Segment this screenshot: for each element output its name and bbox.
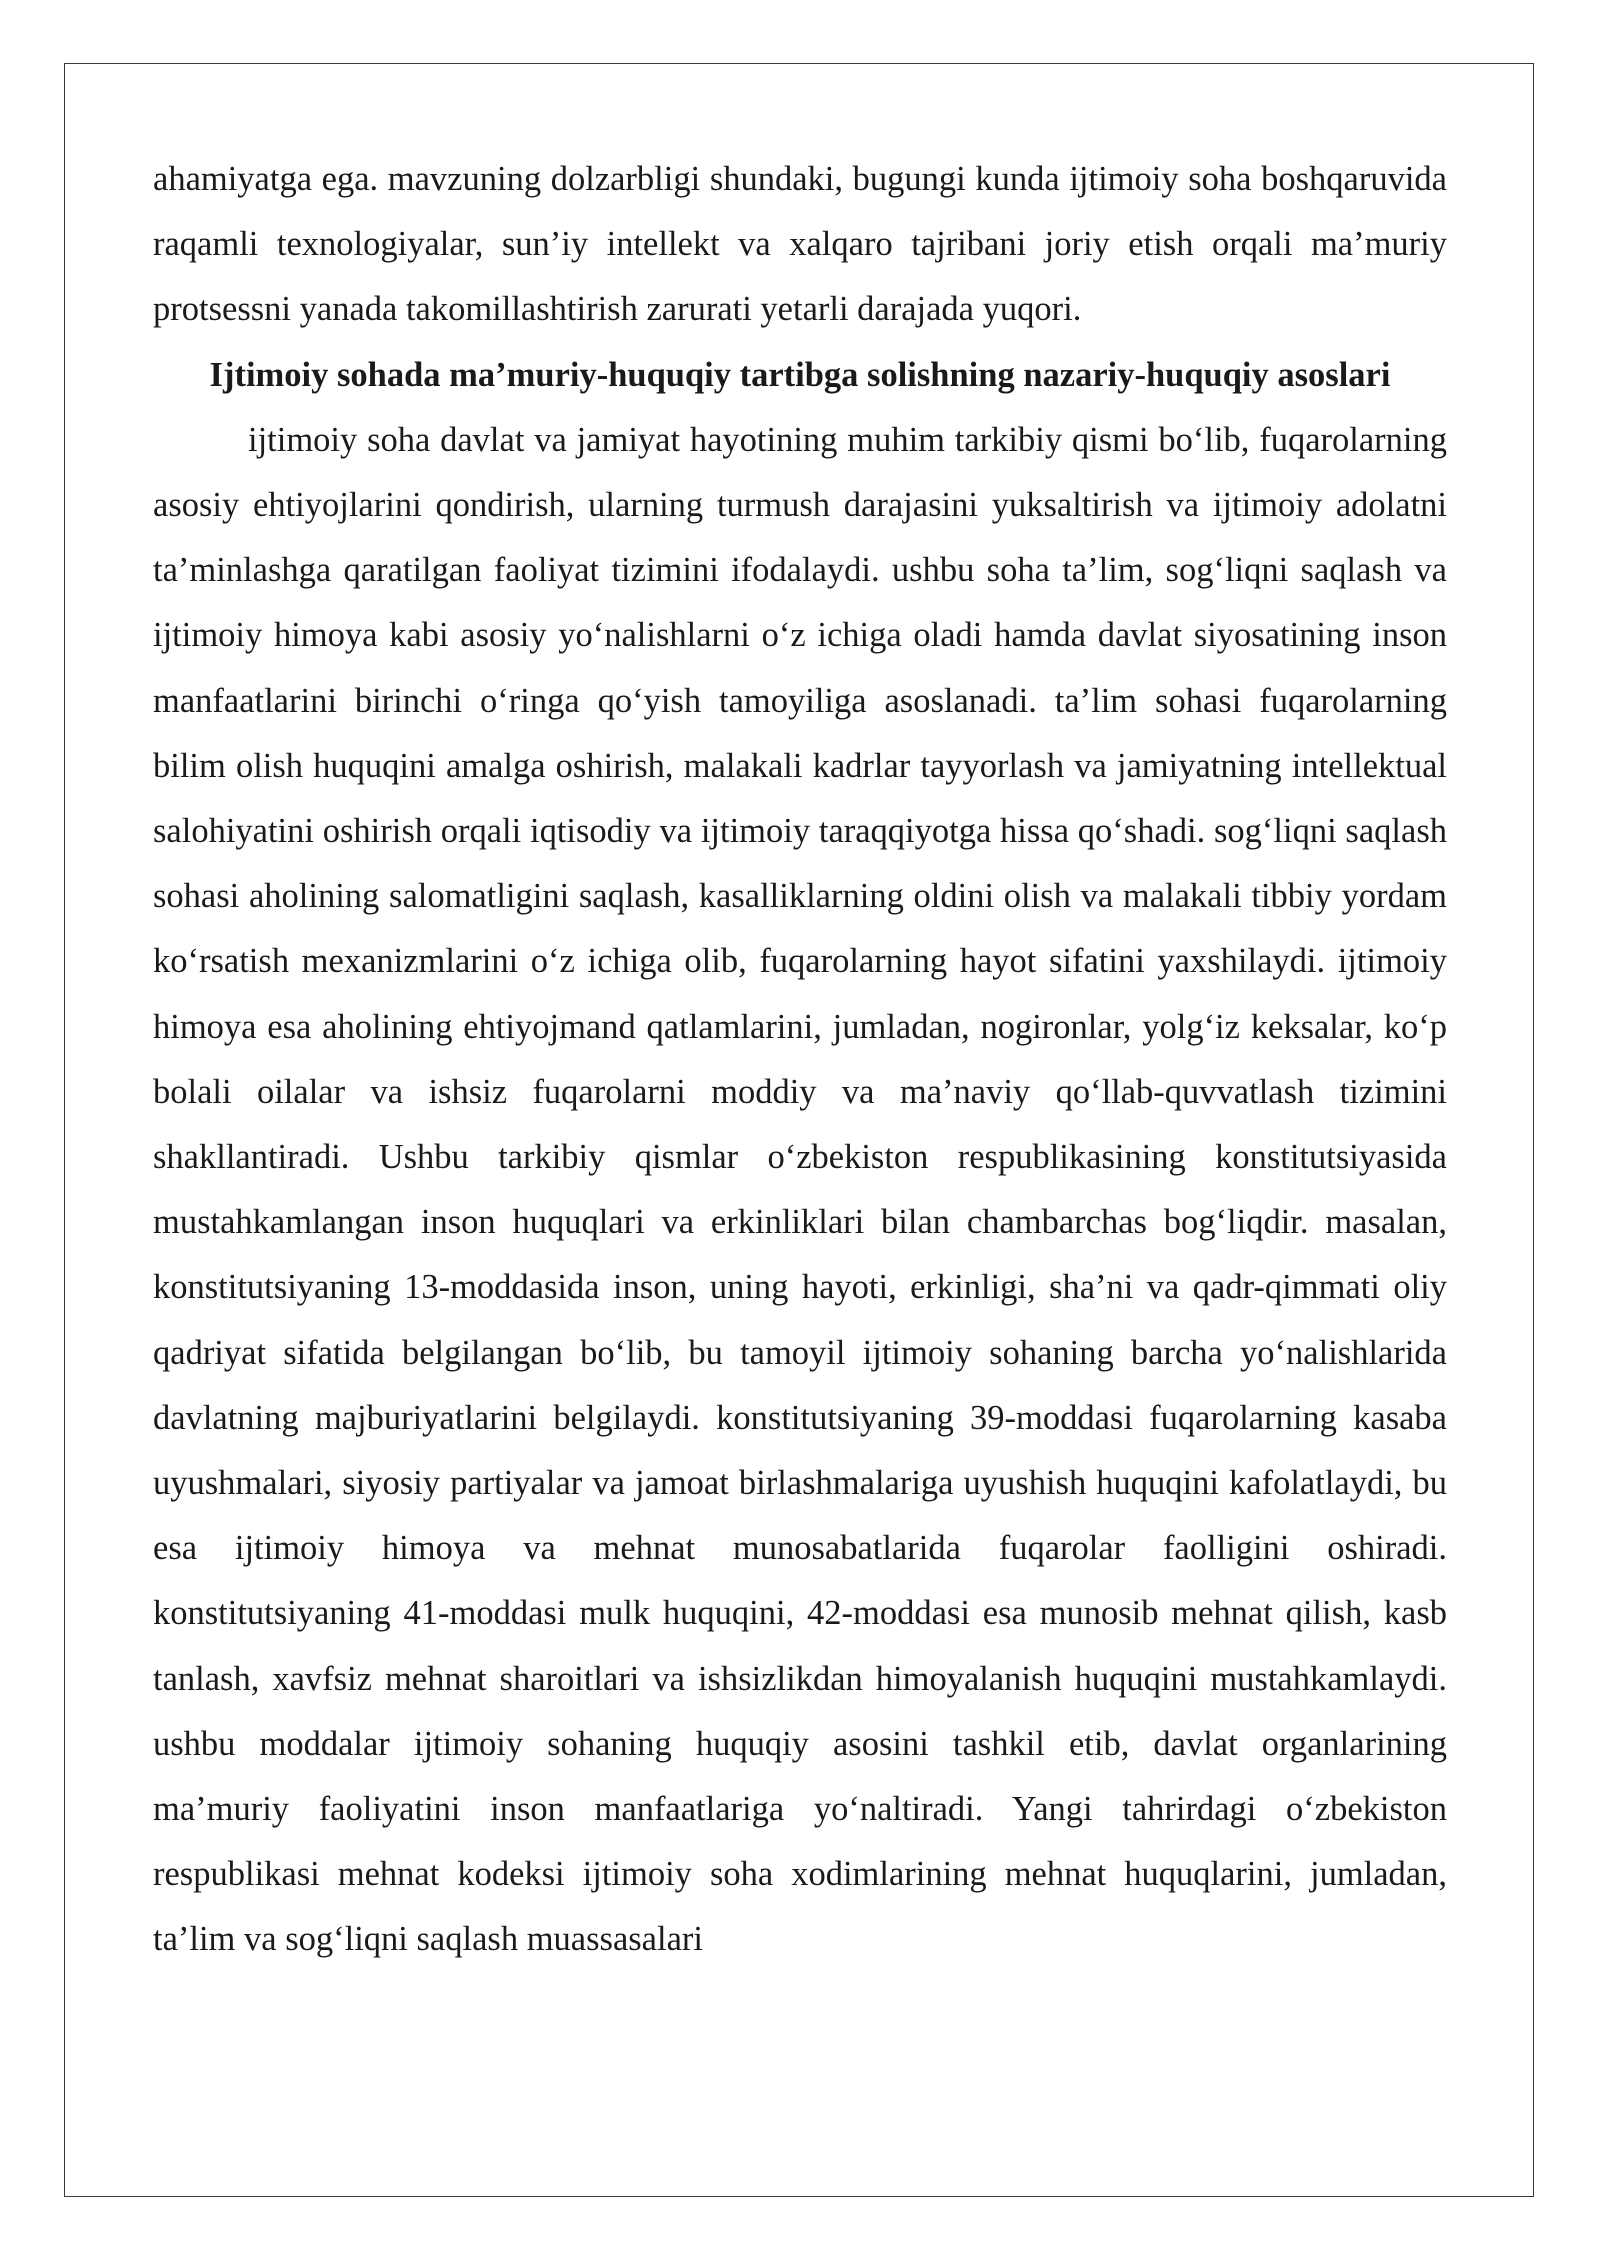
document-body — [153, 147, 1447, 1973]
body-paragraph: ijtimoiy soha davlat va jamiyat hayotining muhim tarkibiy qismi bo‘lib, fuqarolarning asosiy ehtiyojlarini qondirish, ularning turmush darajasini yuksaltirish va ijtimoiy adolatni ta’minlashga qaratilgan faoliyat tizimini ifodalaydi. ushbu soha ta’lim, sog‘liqni saqlash va ijtimoiy himoya kabi asosiy yo‘nalishlarni o‘z ichiga oladi hamda davlat siyosatining inson manfaatlarini birinchi o‘ringa qo‘yish tamoyiliga asoslanadi. ta’lim sohasi fuqarolarning bilim olish huquqini amalga oshirish, malakali kadrlar tayyorlash va jamiyatning intellektual salohiyatini oshirish orqali iqtisodiy va ijtimoiy taraqqiyotga hissa qo‘shadi. sog‘liqni saqlash sohasi aholining salomatligini saqlash, kasalliklarning oldini olish va malakali tibbiy yordam ko‘rsatish mexanizmlarini o‘z ichiga olib, fuqarolarning hayot sifatini yaxshilaydi. ijtimoiy himoya esa aholining ehtiyojmand qatlamlarini, jumladan, nogironlar, yolg‘iz keksalar, ko‘p bolali oilalar va ishsiz fuqarolarni moddiy va ma’naviy qo‘llab-quvvatlash tizimini shakllantiradi. Ushbu tarkibiy qismlar o‘zbekiston respublikasining konstitutsiyasida mustahkamlangan inson huquqlari va erkinliklari bilan chambarchas bog‘liqdir. masalan, konstitutsiyaning 13-moddasida inson, uning hayoti, erkinligi, sha’ni va qadr-qimmati oliy qadriyat sifatida belgilangan bo‘lib, bu tamoyil ijtimoiy sohaning barcha yo‘nalishlarida davlatning majburiyatlarini belgilaydi. konstitutsiyaning 39-moddasi fuqarolarning kasaba uyushmalari, siyosiy partiyalar va jamoat birlashmalariga uyushish huquqini kafolatlaydi, bu esa ijtimoiy himoya va mehnat munosabatlarida fuqarolar faolligini oshiradi. konstitutsiyaning 41-moddasi mulk huquqini, 42-moddasi esa munosib mehnat qilish, kasb tanlash, xavfsiz mehnat sharoitlari va ishsizlikdan himoyalanish huquqini mustahkamlaydi. ushbu moddalar ijtimoiy sohaning huquqiy asosini tashkil etib, davlat organlarining ma’muriy faoliyatini inson manfaatlariga yo‘naltiradi. Yangi tahrirdagi o‘zbekiston respublikasi mehnat kodeksi ijtimoiy soha xodimlarining mehnat huquqlarini, jumladan, ta’lim va sog‘liqni saqlash muassasalari — [153, 420, 1447, 1959]
section-heading: Ijtimoiy sohada ma’muriy-huquqiy tartibga solishning nazariy-huquqiy asoslari — [209, 355, 1391, 394]
intro-paragraph: ahamiyatga ega. mavzuning dolzarbligi shundaki, bugungi kunda ijtimoiy soha boshqaruvida raqamli texnologiyalar, sun’iy intellekt va xalqaro tajribani joriy etish orqali ma’muriy protsessni yanada takomillashtirish zarurati yetarli darajada yuqori. — [153, 160, 1447, 329]
